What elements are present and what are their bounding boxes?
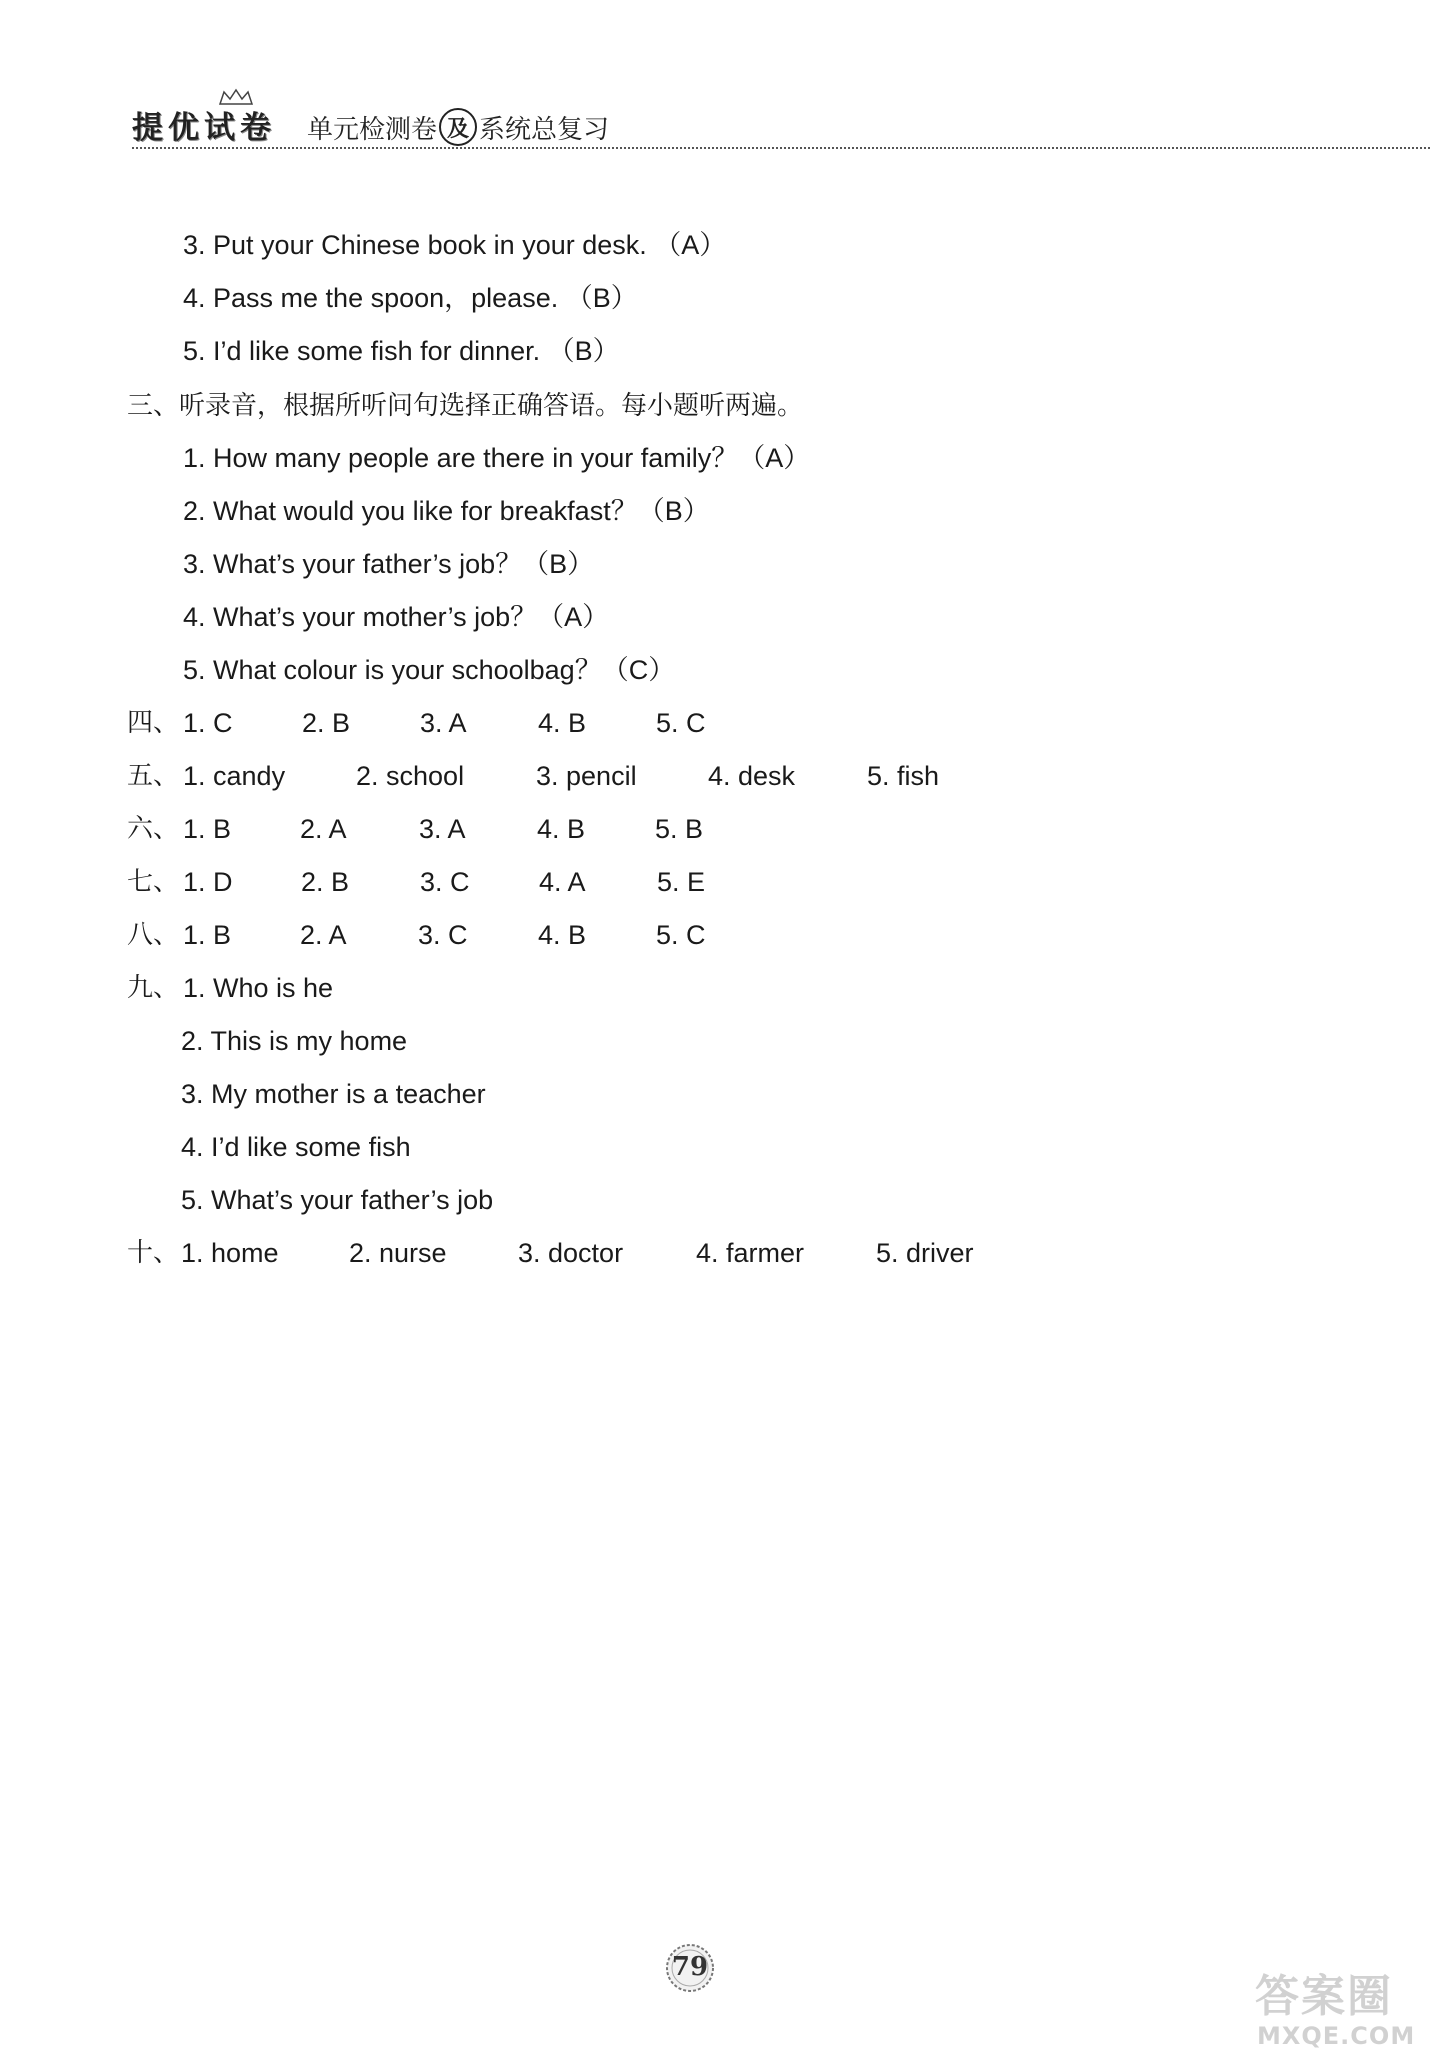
sec3-item-2: 2. What would you like for breakfast？（B） <box>183 496 710 526</box>
sec8-answer-3: 3. C <box>418 920 468 950</box>
sec10-answer-3: 3. doctor <box>518 1238 624 1268</box>
sec9-item-3: 3. My mother is a teacher <box>181 1079 486 1109</box>
sec10-label: 十、 <box>127 1238 180 1268</box>
sec3-item-4: 4. What’s your mother’s job？（A） <box>183 602 610 632</box>
sec4-answer-1: 1. C <box>183 708 233 738</box>
book-subtitle <box>307 108 609 146</box>
sec8-answer-1: 1. B <box>183 920 232 950</box>
sec4-label: 四、 <box>127 708 180 738</box>
sec9-item-4: 4. I’d like some fish <box>181 1132 411 1162</box>
sec10-answer-2: 2. nurse <box>349 1238 447 1268</box>
sec9-item-5: 5. What’s your father’s job <box>181 1185 494 1215</box>
sec6-label: 六、 <box>127 814 180 844</box>
sec5-answer-4: 4. desk <box>708 761 796 791</box>
series-logo: 提优试卷 <box>132 110 276 146</box>
sec8-answer-4: 4. B <box>538 920 587 950</box>
sec6-answer-5: 5. B <box>655 814 704 844</box>
sec6-answer-4: 4. B <box>537 814 586 844</box>
sec4-answer-5: 5. C <box>656 708 706 738</box>
sec7-label: 七、 <box>127 867 180 897</box>
sec3-item-5: 5. What colour is your schoolbag？（C） <box>183 655 676 685</box>
sec5-answer-1: 1. candy <box>183 761 286 791</box>
header-divider <box>132 147 1430 149</box>
sec5-label: 五、 <box>127 761 180 791</box>
sec9-item-2: 2. This is my home <box>181 1026 408 1056</box>
sec10-answer-1: 1. home <box>181 1238 279 1268</box>
subtitle-pre: 单元检测卷 <box>307 114 438 145</box>
sec5-answer-5: 5. fish <box>867 761 940 791</box>
sec4-answer-2: 2. B <box>302 708 351 738</box>
sec8-answer-5: 5. C <box>656 920 706 950</box>
sec6-answer-1: 1. B <box>183 814 232 844</box>
sec10-answer-5: 5. driver <box>876 1238 974 1268</box>
sec4-answer-4: 4. B <box>538 708 587 738</box>
sec8-label: 八、 <box>127 920 180 950</box>
watermark-logo-text: 答案圈 <box>1255 1971 1393 2022</box>
sec6-answer-2: 2. A <box>300 814 347 844</box>
sec4-answer-3: 3. A <box>420 708 467 738</box>
sec9-item-1: 1. Who is he <box>183 973 334 1003</box>
subtitle-post: 系统总复习 <box>479 114 610 145</box>
sec3-item-1: 1. How many people are there in your family？（A） <box>183 443 811 473</box>
sec3-heading: 三、听录音，根据所听问句选择正确答语。每小题听两遍。 <box>127 391 804 421</box>
sec7-answer-5: 5. E <box>657 867 706 897</box>
watermark-url: MXQE.COM <box>1257 2022 1416 2050</box>
sec9-label: 九、 <box>127 973 180 1003</box>
site-watermark <box>1255 1960 1430 2055</box>
sec6-answer-3: 3. A <box>419 814 466 844</box>
sec7-answer-3: 3. C <box>420 867 470 897</box>
sec7-answer-4: 4. A <box>539 867 586 897</box>
page-number-badge <box>664 1942 716 1994</box>
sec2-item-5: 5. I’d like some fish for dinner. （B） <box>183 336 620 366</box>
sec3-item-3: 3. What’s your father’s job？（B） <box>183 549 595 579</box>
sec5-answer-3: 3. pencil <box>536 761 637 791</box>
sec7-answer-1: 1. D <box>183 867 233 897</box>
sec2-item-3: 3. Put your Chinese book in your desk. （A） <box>183 230 727 260</box>
sec5-answer-2: 2. school <box>356 761 465 791</box>
circled-char: 及 <box>439 108 477 146</box>
sec10-answer-4: 4. farmer <box>696 1238 805 1268</box>
sec2-item-4: 4. Pass me the spoon，please. （B） <box>183 283 638 313</box>
sec8-answer-2: 2. A <box>300 920 347 950</box>
sec7-answer-2: 2. B <box>301 867 350 897</box>
page-number: 79 <box>671 1952 709 1982</box>
